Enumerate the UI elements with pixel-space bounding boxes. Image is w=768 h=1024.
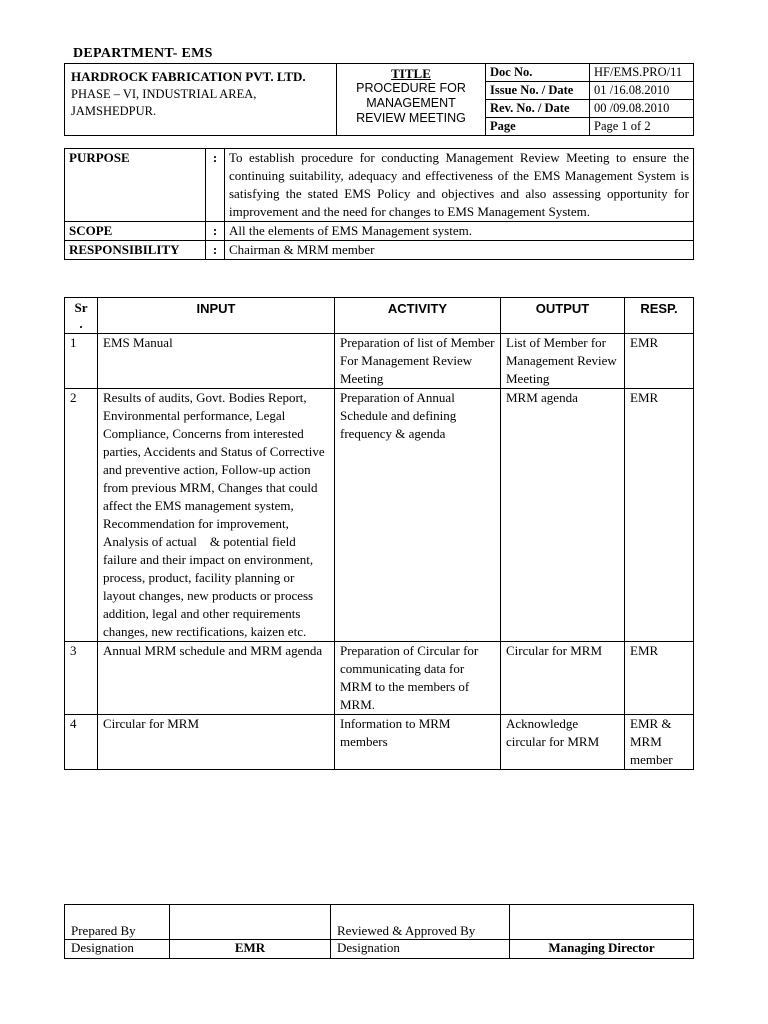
table-row [65,715,694,770]
approval-footer-table [64,904,694,959]
row-sr: 1 [65,334,98,389]
row-input: Circular for MRM [98,715,335,770]
row-resp: EMR [625,642,694,715]
company-address-line2: JAMSHEDPUR. [71,104,157,118]
rev-no-value: 00 /09.08.2010 [590,100,694,118]
responsibility-label: RESPONSIBILITY [65,241,206,260]
row-activity: Preparation of list of Member For Management Review Meeting [335,334,501,389]
input-header: INPUT [98,298,335,334]
row-activity: Information to MRM members [335,715,501,770]
company-address-line1: PHASE – VI, INDUSTRIAL AREA, [71,87,257,101]
row-output: List of Member for Management Review Meeting [501,334,625,389]
table-header-row [65,298,694,334]
doc-no-label: Doc No. [486,64,590,82]
page-value: Page 1 of 2 [590,118,694,136]
purpose-colon: : [206,149,225,222]
row-output: MRM agenda [501,389,625,642]
scope-text: All the elements of EMS Management system. [225,222,694,241]
row-output: Acknowledge circular for MRM [501,715,625,770]
sr-header: Sr . [65,298,98,334]
scope-colon: : [206,222,225,241]
page-label: Page [486,118,590,136]
row-sr: 4 [65,715,98,770]
purpose-text: To establish procedure for conducting Management Review Meeting to ensure the continuing suitability, adequacy and effectiveness of the EMS Management System is satisfying the stated EMS Policy and objectives and also assessing opportunity for improvement and the need for changes to EMS Management System. [225,149,694,222]
issue-no-label: Issue No. / Date [486,82,590,100]
designation-label-2: Designation [331,940,510,959]
table-row [65,642,694,715]
procedure-table [64,297,694,770]
title-line1: PROCEDURE FOR [356,81,466,95]
title-line3: REVIEW MEETING [356,111,466,125]
issue-no-value: 01 /16.08.2010 [590,82,694,100]
company-name: HARDROCK FABRICATION PVT. LTD. [71,69,306,84]
rev-no-label: Rev. No. / Date [486,100,590,118]
doc-no-value: HF/EMS.PRO/11 [590,64,694,82]
designation-label-1: Designation [65,940,170,959]
designation-value-1: EMR [170,940,331,959]
row-sr: 2 [65,389,98,642]
row-resp: EMR [625,334,694,389]
purpose-label: PURPOSE [65,149,206,222]
row-activity: Preparation of Annual Schedule and defining frequency & agenda [335,389,501,642]
designation-value-2: Managing Director [510,940,694,959]
reviewed-by-signature [510,905,694,940]
row-sr: 3 [65,642,98,715]
row-output: Circular for MRM [501,642,625,715]
reviewed-by-label: Reviewed & Approved By [331,905,510,940]
row-resp: EMR [625,389,694,642]
title-cell [337,64,486,136]
row-input: EMS Manual [98,334,335,389]
prepared-by-label: Prepared By [65,905,170,940]
row-input: Results of audits, Govt. Bodies Report, Environmental performance, Legal Compliance, Concerns from interested parties, Accidents and Status of Corrective and preventive action, Follow-up action from previous MRM, Changes that could affect the EMS management system, Recommendation for improvement, Analysis of actual & potential field failure and their impact on environment, process, product, facility planning or layout changes, new products or process addition, legal and other requirements changes, new rectifications, kaizen etc. [98,389,335,642]
department-heading: DEPARTMENT- EMS [73,46,213,61]
prepared-by-signature [170,905,331,940]
row-activity: Preparation of Circular for communicating data for MRM to the members of MRM. [335,642,501,715]
responsibility-text: Chairman & MRM member [225,241,694,260]
responsibility-colon: : [206,241,225,260]
table-row [65,334,694,389]
activity-header: ACTIVITY [335,298,501,334]
purpose-scope-table [64,148,694,260]
company-cell [65,64,337,136]
row-input: Annual MRM schedule and MRM agenda [98,642,335,715]
resp-header: RESP. [625,298,694,334]
row-resp: EMR & MRM member [625,715,694,770]
output-header: OUTPUT [501,298,625,334]
table-row [65,389,694,642]
title-line2: MANAGEMENT [366,96,456,110]
title-heading: TITLE [391,66,431,81]
scope-label: SCOPE [65,222,206,241]
document-header-table [64,63,694,136]
